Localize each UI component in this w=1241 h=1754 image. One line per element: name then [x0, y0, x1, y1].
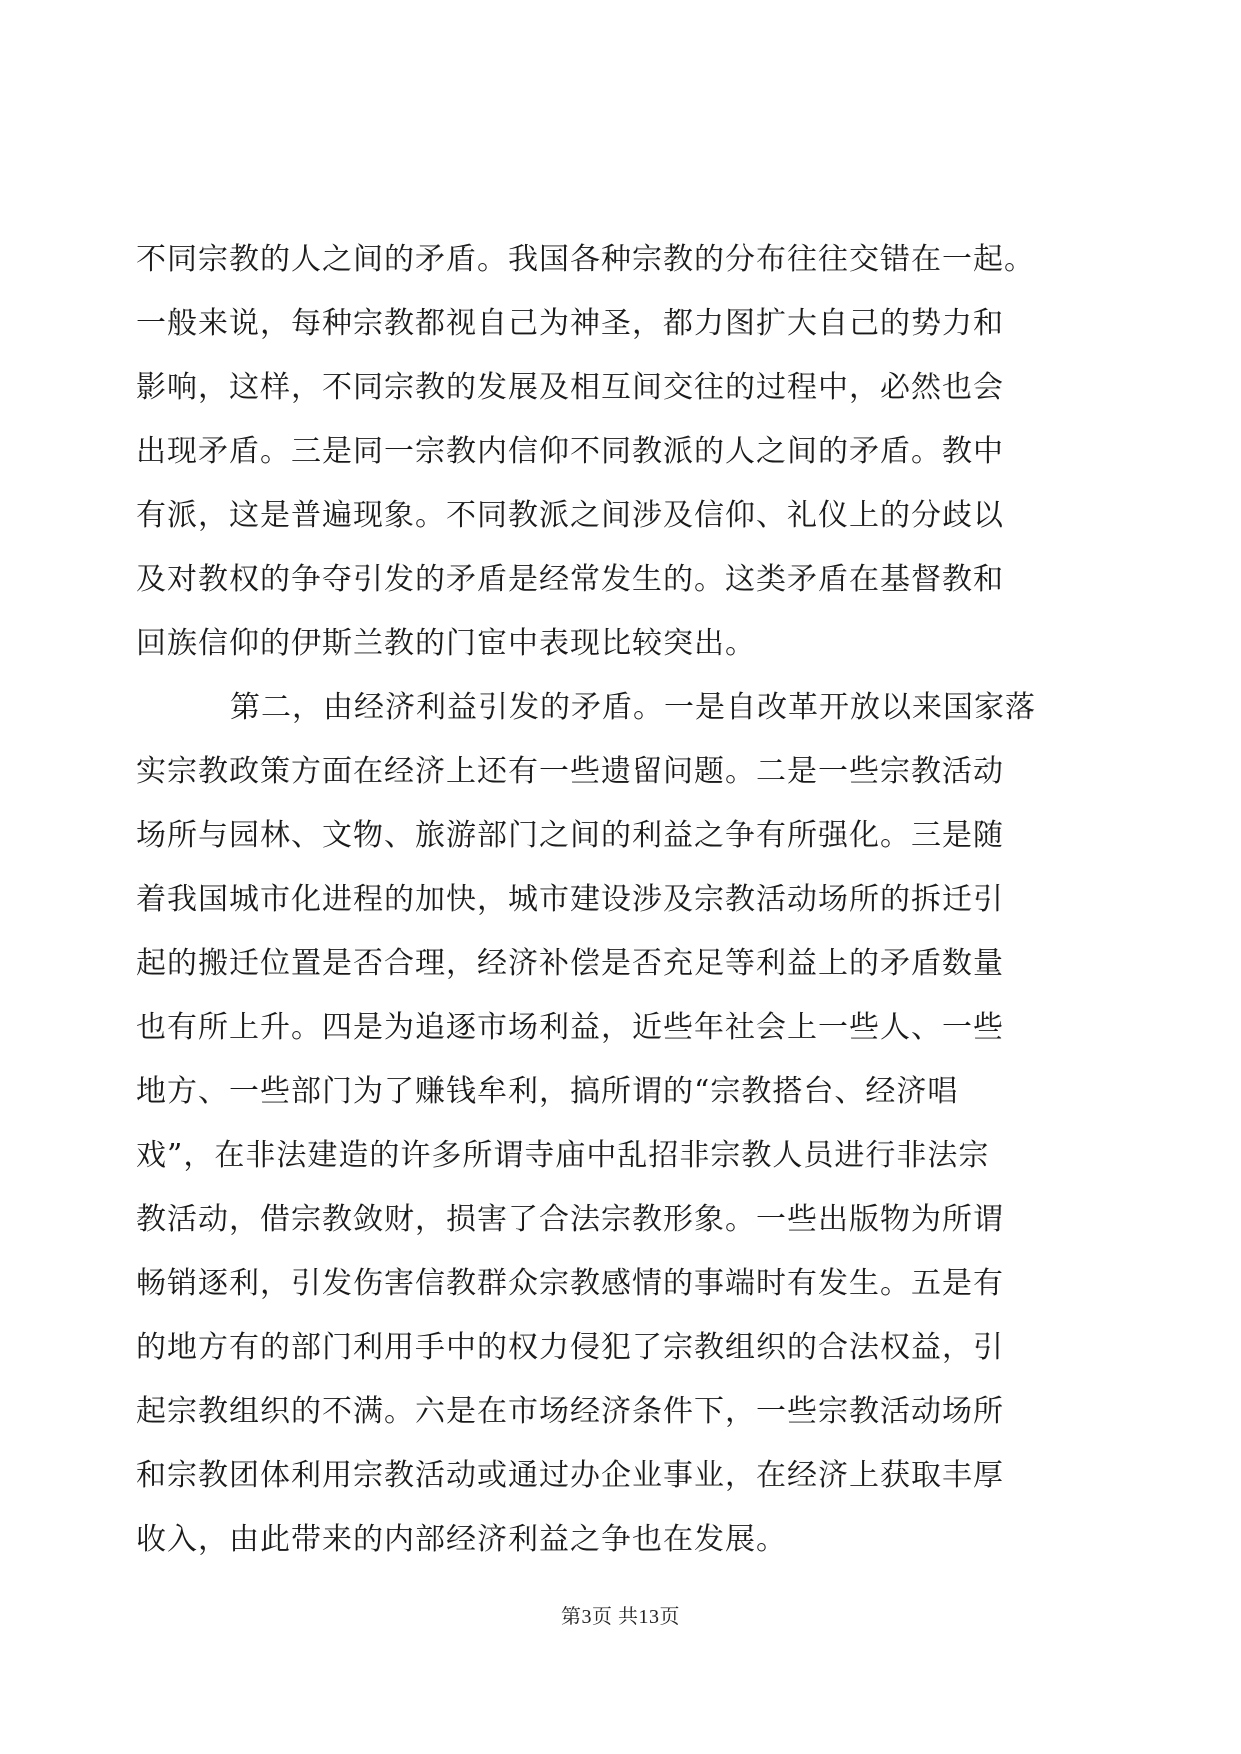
text-line: 回族信仰的伊斯兰教的门宦中表现比较突出。: [136, 626, 756, 661]
text-line: 有派，这是普遍现象。不同教派之间涉及信仰、礼仪上的分歧以: [136, 498, 1004, 533]
text-line: 一般来说，每种宗教都视自己为神圣，都力图扩大自己的势力和: [136, 306, 1004, 341]
text-line: 起的搬迁位置是否合理，经济补偿是否充足等利益上的矛盾数量: [136, 946, 1004, 981]
text-line: 戏”，在非法建造的许多所谓寺庙中乱招非宗教人员进行非法宗: [136, 1138, 990, 1173]
page-number-footer: 第3页 共13页: [561, 1606, 680, 1628]
text-line: 实宗教政策方面在经济上还有一些遗留问题。二是一些宗教活动: [136, 754, 1004, 789]
text-line: 起宗教组织的不满。六是在市场经济条件下，一些宗教活动场所: [136, 1394, 1004, 1429]
text-line: 教活动，借宗教敛财，损害了合法宗教形象。一些出版物为所谓: [136, 1202, 1004, 1237]
paragraph-start-line: 第二，由经济利益引发的矛盾。一是自改革开放以来国家落: [230, 690, 1036, 725]
text-line: 场所与园林、文物、旅游部门之间的利益之争有所强化。三是随: [136, 818, 1004, 853]
text-line: 影响，这样，不同宗教的发展及相互间交往的过程中，必然也会: [136, 370, 1004, 405]
text-line: 不同宗教的人之间的矛盾。我国各种宗教的分布往往交错在一起。: [136, 242, 1035, 277]
text-line: 出现矛盾。三是同一宗教内信仰不同教派的人之间的矛盾。教中: [136, 434, 1004, 469]
text-line: 及对教权的争夺引发的矛盾是经常发生的。这类矛盾在基督教和: [136, 562, 1004, 597]
text-line: 地方、一些部门为了赚钱牟利，搞所谓的“宗教搭台、经济唱: [136, 1074, 959, 1109]
text-line: 和宗教团体利用宗教活动或通过办企业事业，在经济上获取丰厚: [136, 1458, 1004, 1493]
text-line: 的地方有的部门利用手中的权力侵犯了宗教组织的合法权益，引: [136, 1330, 1004, 1365]
text-line: 畅销逐利，引发伤害信教群众宗教感情的事端时有发生。五是有: [136, 1266, 1004, 1301]
text-line: 收入，由此带来的内部经济利益之争也在发展。: [136, 1522, 787, 1557]
text-line: 着我国城市化进程的加快，城市建设涉及宗教活动场所的拆迁引: [136, 882, 1004, 917]
body-text: [136, 228, 1116, 1572]
text-line: 也有所上升。四是为追逐市场利益，近些年社会上一些人、一些: [136, 1010, 1004, 1045]
